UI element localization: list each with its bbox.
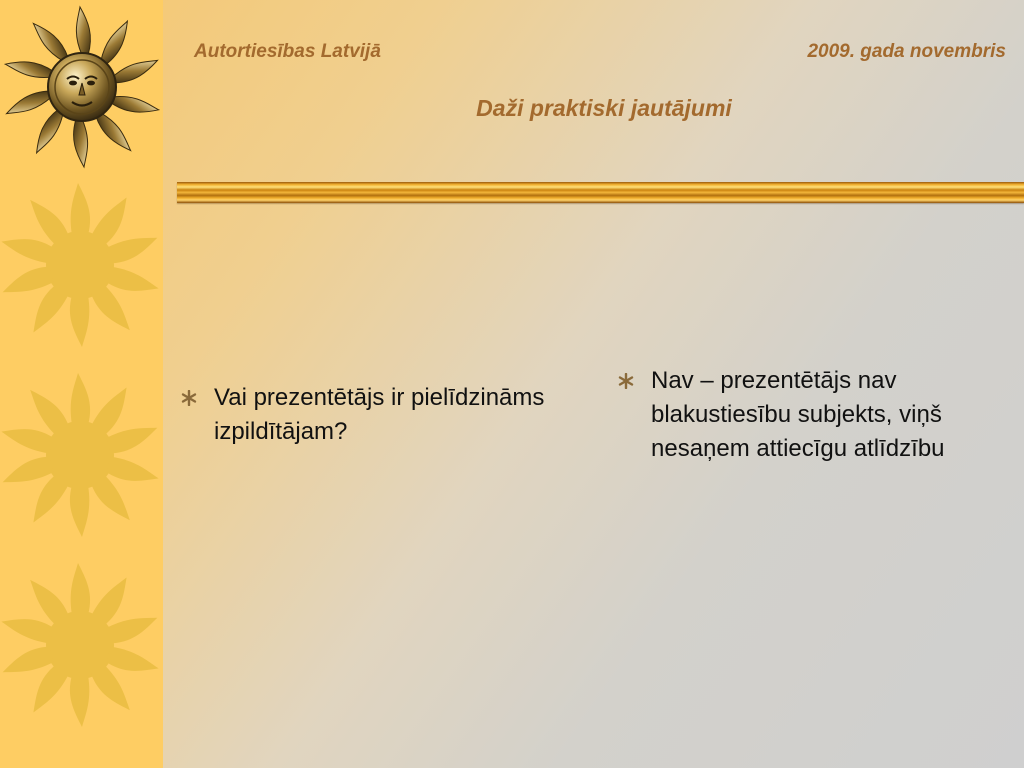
bullet-text: Nav – prezentētājs nav blakustiesību subjekts, viņš nesaņem attiecīgu atlīdzību (651, 367, 945, 462)
gold-divider-bar (177, 182, 1024, 203)
slide-title: Daži praktiski jautājumi (476, 95, 732, 121)
header-right-date: 2009. gada novembris (807, 41, 1006, 62)
star-bullet-icon (614, 364, 638, 398)
sun-decoration-strip (0, 0, 163, 768)
bullet-item (177, 381, 577, 449)
sun-face-icon (2, 2, 162, 172)
bullet-item (614, 364, 1019, 466)
star-bullet-icon (177, 381, 201, 415)
header-left-text: Autortiesības Latvijā (194, 41, 381, 62)
sun-icon (0, 370, 160, 540)
bullet-column-right (614, 364, 1019, 466)
bullet-text: Vai prezentētājs ir pielīdzināms izpildītājam? (214, 384, 545, 445)
sun-icon (0, 180, 160, 350)
sun-icon (0, 560, 160, 730)
bullet-column-left (177, 381, 577, 449)
